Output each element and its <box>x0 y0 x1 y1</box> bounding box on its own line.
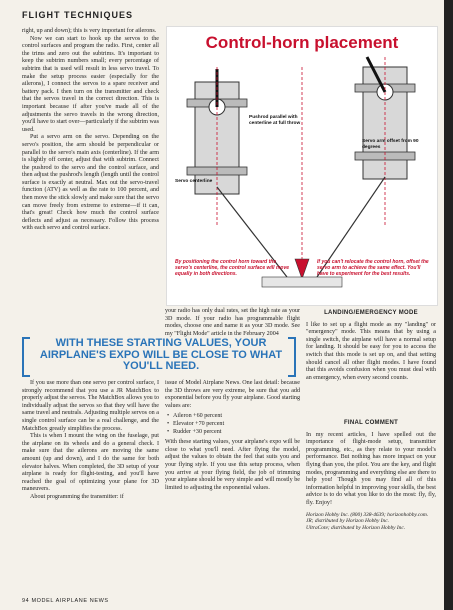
column-2-top <box>165 308 300 338</box>
list-item: • Elevator +70 percent <box>165 421 300 429</box>
paragraph: About programming the transmitter: if <box>30 493 124 500</box>
page-footer: 94 MODEL AIRPLANE NEWS <box>22 598 109 604</box>
paragraph: In my recent articles, I have spelled out the importance of flight-mode setup, transmitter programming, etc., as they relate to your model's performance. But nothing has more impact on your flying than you, the pilot. You are the key, and flight modes, programming and everything else are there to help you! Though you may find all of this information helpful in improving your skills, the best advice is to do what you like to do the most: fly, fly, fly. Enjoy! <box>306 431 436 506</box>
bracket-left <box>22 337 30 377</box>
paragraph: If you use more than one servo per control surface, I strongly recommend that you use a JR MatchBox to properly adjust the servos. The MatchBox allows you to individually adjust the servos so that they will have the same travel and neutrals. Adjusting multiple servos on a single control surface can be a real challenge, and the MatchBox greatly simplifies the process. <box>22 380 159 432</box>
paragraph: This is when I mount the wing on the fuselage, put the airplane on its wheels and do a general check. I make sure that the ailerons are moving the same amount (up and down), and I do the same for both elevator halves. When completed, the 3D setup of your airplane is ready for flight-testing, and you'll have reached the goal of optimizing your plane for 3D maneuvers. <box>22 433 159 493</box>
column-1-top <box>22 28 159 233</box>
column-1-bottom <box>22 380 159 502</box>
column-2-bottom <box>165 380 300 492</box>
label-servo-centerline: Servo centerline <box>175 179 213 184</box>
control-horn-figure <box>166 26 438 306</box>
credit-line: UltraCote; distributed by Horizon Hobby Inc. <box>306 524 406 531</box>
paragraph: right, up and down); this is very important for ailerons. <box>22 28 157 34</box>
figure-title: Control-horn placement <box>205 33 399 52</box>
credit-line: JR; distributed by Horizon Hobby Inc. <box>306 518 389 525</box>
paragraph: I like to set up a flight mode as my "landing" or "emergency" mode. This means that by using a single switch, the airplane will have a normal setup for landing. It should be easy for you to access the switch that this mode is set up on, and that setting should cancel all other flight modes. I have found that this avoids confusion when you must deal with an emergency, when every second counts. <box>306 321 436 381</box>
final-comment-heading: FINAL COMMENT <box>343 420 399 426</box>
landing-mode-heading: LANDING/EMERGENCY MODE <box>324 310 418 316</box>
paragraph: Now we can start to hook up the servos to the control surfaces and program the radio. First, center all the trims and zero out the subtrims. It's important to keep the subtrim numbers small; every percentage of subtrim that is used will result in less servo travel. To make the setup process easier (especially for the ailerons), I connect the servos to a spare receiver and battery pack. I then turn on the transmitter and check that the servos travel in the correct direction. This is important because if after you've made all of the adjustments the servo travels in the wrong direction, you'll have to start over—particularly if the subtrim was used. <box>22 35 159 133</box>
column-3-bottom <box>306 418 436 531</box>
section-header: FLIGHT TECHNIQUES <box>22 10 133 20</box>
credits <box>306 512 436 532</box>
label-pushrod: Pushrod parallel with centerline at full throw <box>249 115 301 126</box>
credit-line: Horizon Hobby Inc. (800) 338-4639; horizonhobby.com. <box>306 511 429 518</box>
list-item: • Aileron +60 percent <box>165 413 300 421</box>
paragraph: issue of Model Airplane News. One last detail: because the 3D throws are very extreme, be sure that you add exponential before you fly your airplane. Good starting values are: <box>165 380 300 409</box>
page-edge <box>444 0 453 610</box>
paragraph: your radio has only dual rates, set the high rate as your 3D mode. If your radio has programmable flight modes, choose one and name it as your 3D mode. See my "Flight Mode" article in the February 2004 <box>165 308 300 337</box>
bracket-right <box>288 337 296 377</box>
label-servo-arm-offset: Servo arm offset from 90 degrees <box>362 139 419 150</box>
pull-quote-text: WITH THESE STARTING VALUES, YOUR AIRPLANE'S EXPO WILL BE CLOSE TO WHAT YOU'LL NEED. <box>39 337 283 372</box>
paragraph: Put a servo arm on the servo. Depending on the servo's position, the arm should be perpendicular or parallel to the servo's main axis (centerline). If the arm is slightly off center, adjust that with subtrim. Connect the pushrod to the servo and the control surface, and then adjust the pushrod's length (length until the control surface is exactly at neutral. Max out the servo-travel function (ATV) as well as the rate to 100 percent, and then move the stick slowly and make sure that the servo can move freely from extreme to extreme—if it can, that's great! Check how much the control surface deflects and adjust as necessary. Follow this process with each servo and control surface. <box>22 134 159 232</box>
pull-quote <box>22 337 300 373</box>
column-3-top <box>306 308 436 382</box>
figure-caption-left: By positioning the control horn toward the servo's centerline, the control surface will move equally in both directions. <box>175 259 290 278</box>
figure-caption-right: If you can't relocate the control horn, offset the servo arm to achieve the same effect. You'll have to experiment for the best results. <box>317 259 429 278</box>
expo-values-list <box>165 413 300 436</box>
list-item: • Rudder +30 percent <box>165 429 300 437</box>
paragraph: With these starting values, your airplane's expo will be close to what you'll need. After flying the model, adjust the values to obtain the feel that suits you and your flying style. If you use this setup process, when you arrive at your flying field, the job of trimming your airplane should be very simple and will mostly be limited to adjusting the exponential values. <box>165 439 300 491</box>
